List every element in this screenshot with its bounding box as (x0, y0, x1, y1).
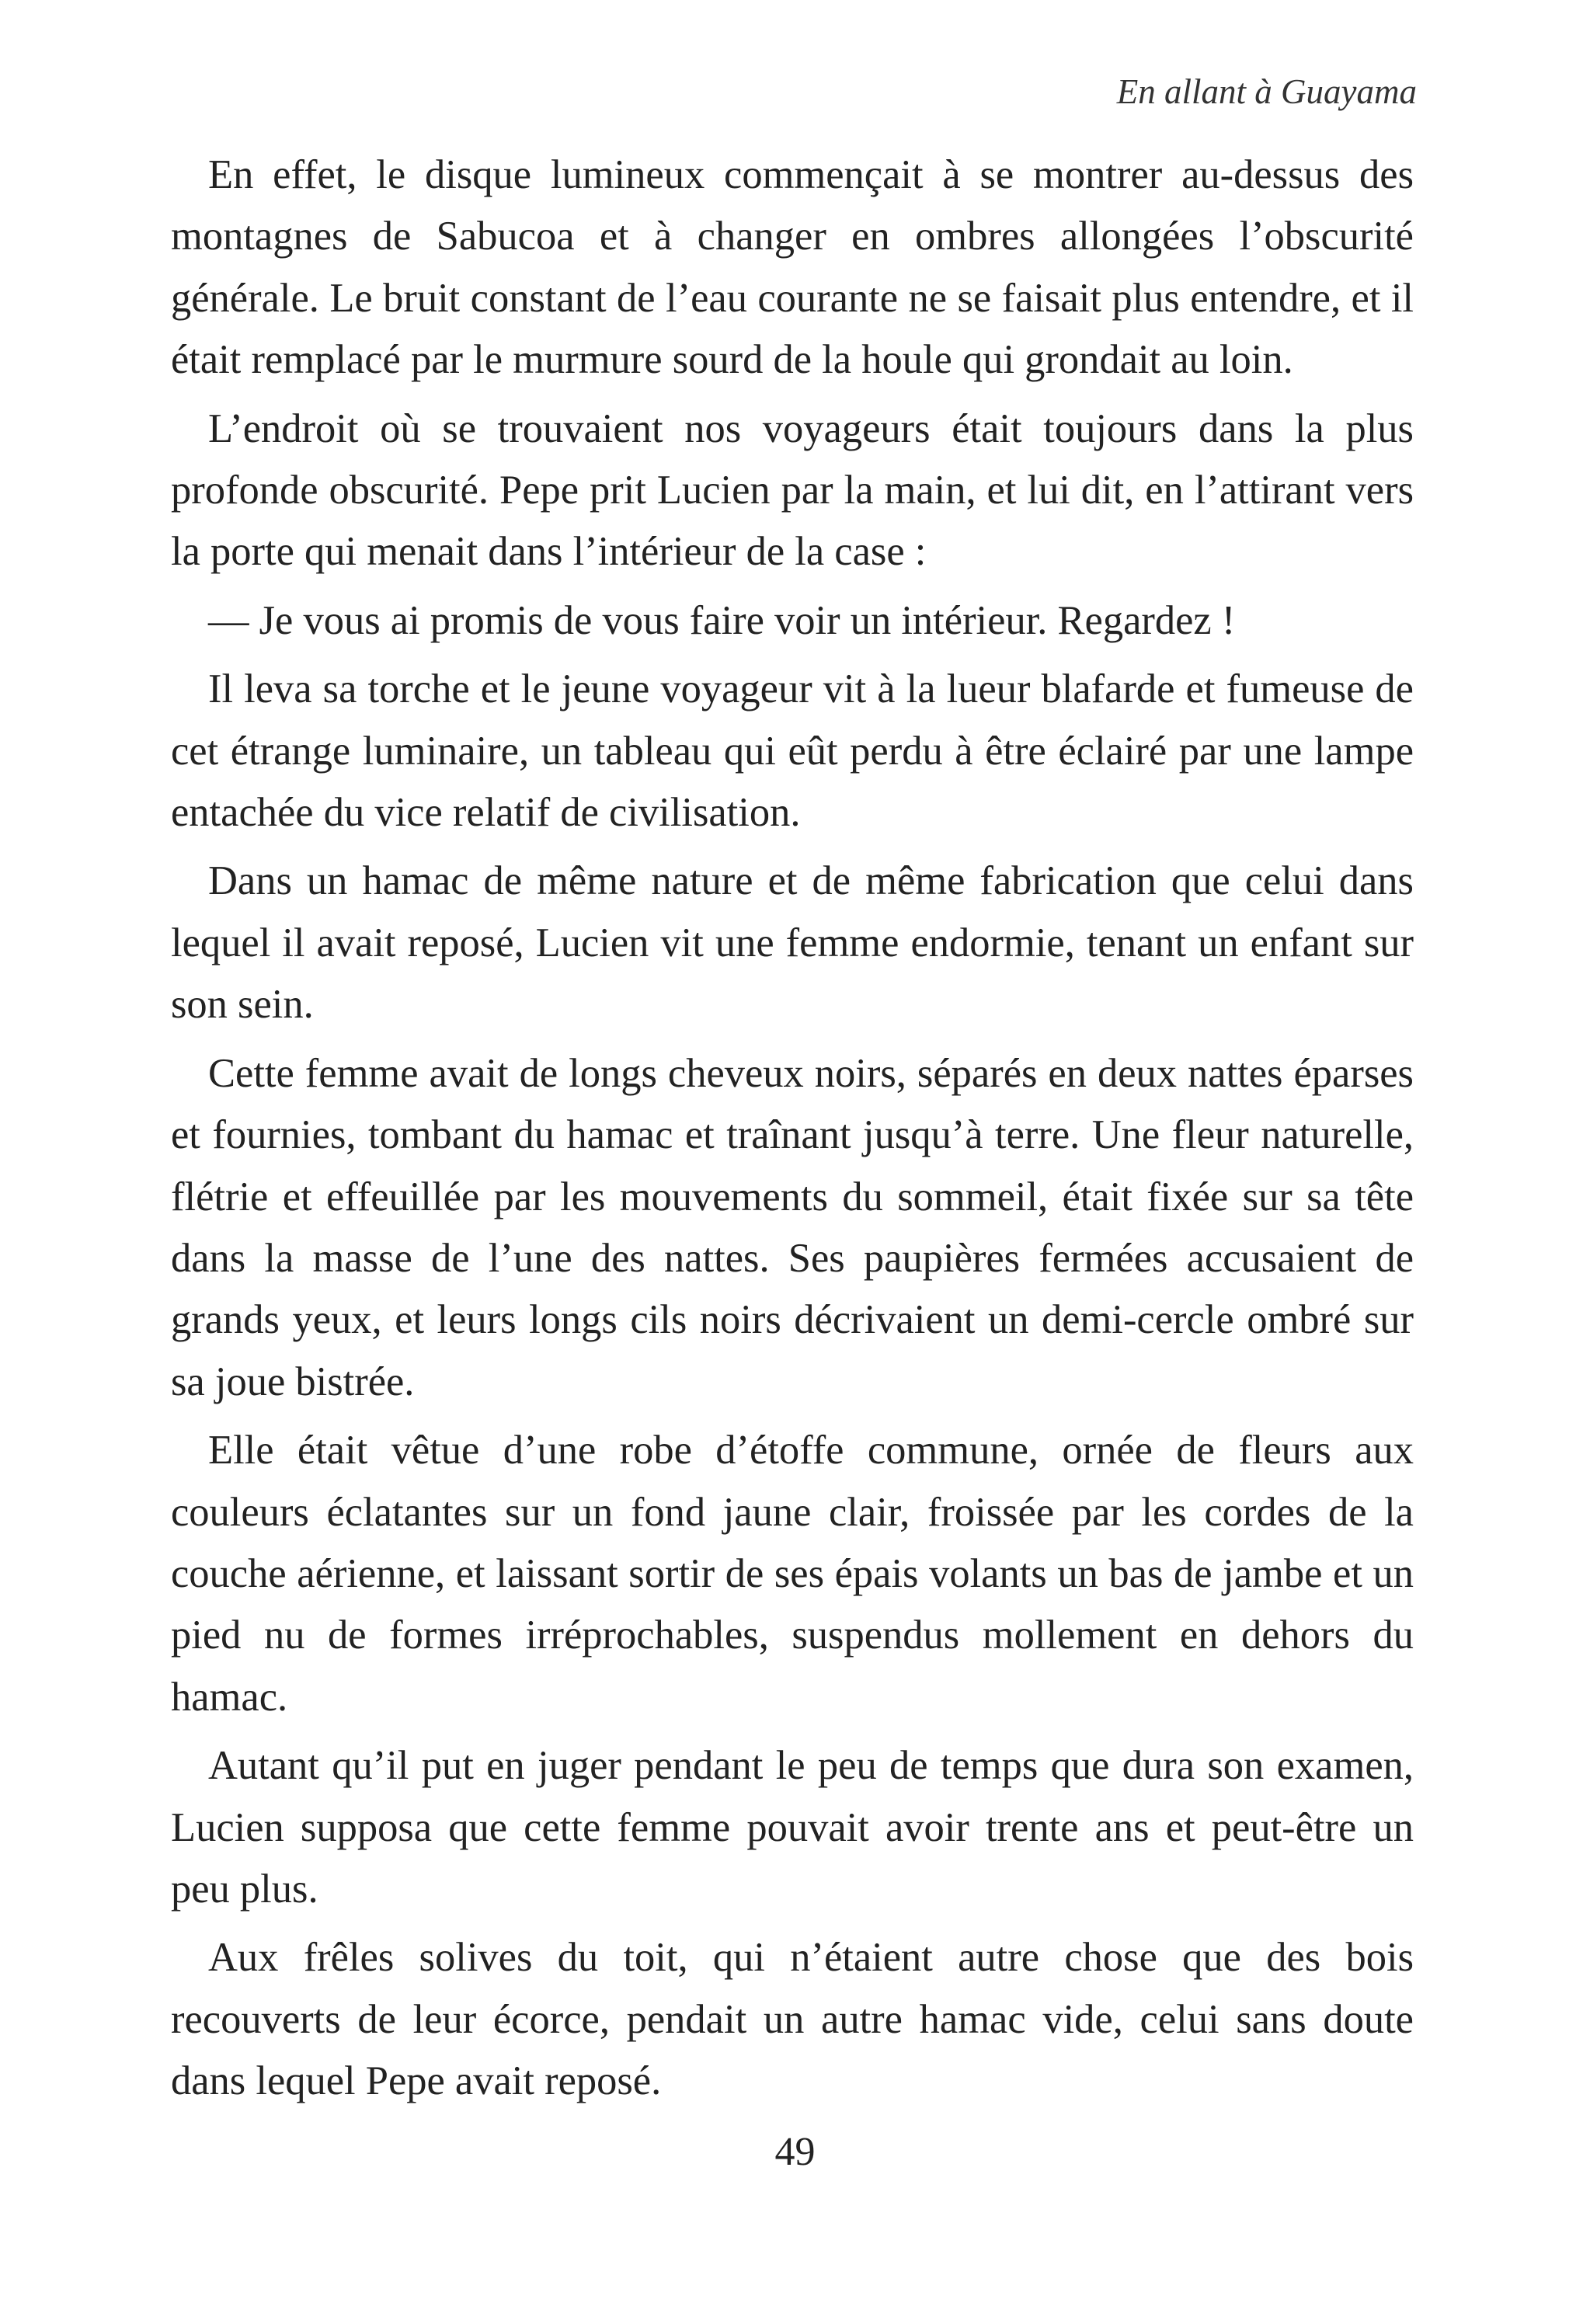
paragraph-5: Dans un hamac de même nature et de même fabrication que celui dans lequel il avait reposé, Lucien vit une femme endormie, tenant un enfant sur son sein. (171, 858, 1414, 1028)
paragraph-6: Cette femme avait de longs cheveux noirs, séparés en deux nattes éparses et fournies, tombant du hamac et traînant jusqu’à terre. Une fleur naturelle, flétrie et effeuillée par les mouvements du sommeil, était fixée sur sa tête dans la masse de l’une des nattes. Ses paupières fermées accusaient de grands yeux, et leurs longs cils noirs décrivaient un demi-cercle ombré sur sa joue bistrée. (171, 1050, 1414, 1404)
paragraph-9: Aux frêles solives du toit, qui n’étaient autre chose que des bois recouverts de leur écorce, pendait un autre hamac vide, celui sans doute dans lequel Pepe avait reposé. (171, 1935, 1414, 2104)
page-number: 49 (774, 2130, 816, 2174)
paragraph-4: Il leva sa torche et le jeune voyageur vit à la lueur blafarde et fumeuse de cet étrange luminaire, un tableau qui eût perdu à être éclairé par une lampe entachée du vice relatif de civilisation. (171, 666, 1414, 836)
paragraph-1: En effet, le disque lumineux commençait à se montrer au-dessus des montagnes de Sabucoa et à changer en ombres allongées l’obscurité générale. Le bruit constant de l’eau courante ne se faisait plus entendre, et il était remplacé par le murmure sourd de la houle qui grondait au loin. (171, 152, 1414, 383)
paragraph-7: Elle était vêtue d’une robe d’étoffe commune, ornée de fleurs aux couleurs éclatantes sur un fond jaune clair, froissée par les cordes de la couche aérienne, et laissant sortir de ses épais volants un bas de jambe et un pied nu de formes irréprochables, suspendus mollement en dehors du hamac. (171, 1428, 1414, 1720)
paragraph-2: L’endroit où se trouvaient nos voyageurs était toujours dans la plus profonde obscurité. Pepe prit Lucien par la main, et lui dit, en l’attirant vers la porte qui menait dans l’intérieur de la case : (171, 405, 1414, 575)
paragraph-8: Autant qu’il put en juger pendant le peu de temps que dura son examen, Lucien supposa que cette femme pouvait avoir trente ans et peut-être un peu plus. (171, 1743, 1414, 1912)
paragraph-3-dialogue: — Je vous ai promis de vous faire voir un intérieur. Regardez ! (208, 597, 1236, 643)
page-body (171, 144, 1414, 2120)
running-header: En allant à Guayama (1116, 72, 1417, 111)
